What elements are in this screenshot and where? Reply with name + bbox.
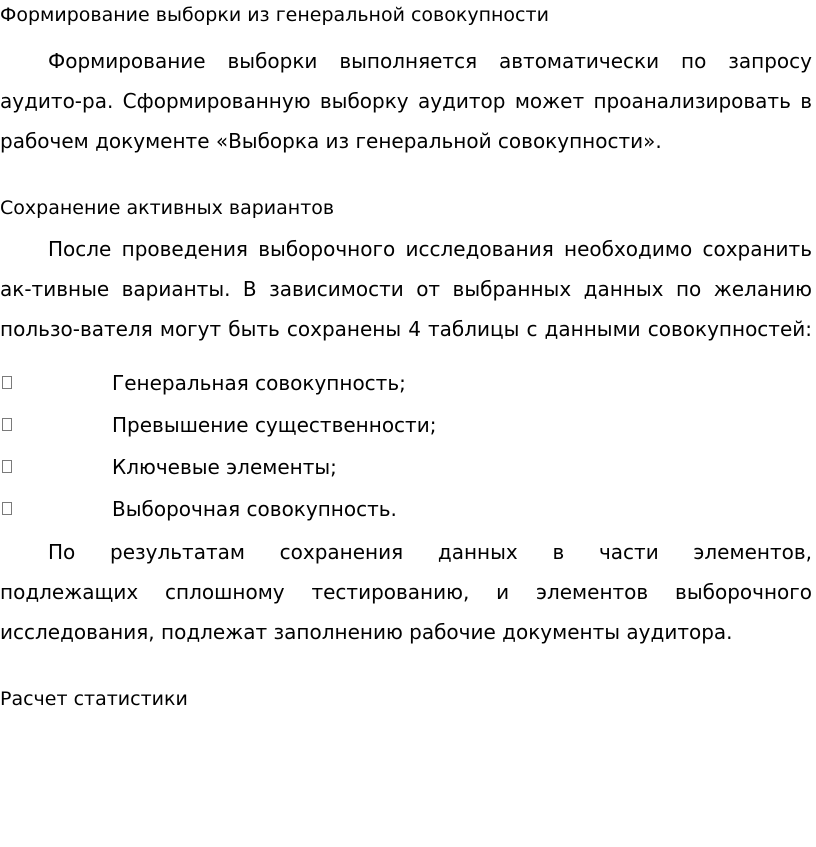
- section-heading-save-variants: Сохранение активных вариантов: [0, 197, 335, 219]
- paragraph-line: исследования, подлежат заполнению рабочие документы аудитора.: [0, 620, 733, 644]
- paragraph-line: подлежащих сплошному тестированию, и элементов выборочного: [0, 580, 812, 604]
- paragraph-line: аудито-ра. Сформированную выборку аудитор может проанализировать в: [0, 89, 812, 113]
- bullet-square-icon: [2, 460, 12, 473]
- list-item: [0, 362, 812, 404]
- paragraph-line: После проведения выборочного исследования необходимо сохранить: [48, 237, 812, 261]
- bullet-square-icon: [2, 376, 12, 389]
- paragraph-line: пользо-вателя могут быть сохранены 4 таблицы с данными совокупностей:: [0, 317, 812, 341]
- list-item: [0, 488, 812, 530]
- list-item: [0, 446, 812, 488]
- population-tables-list: [0, 362, 812, 530]
- paragraph-line: По результатам сохранения данных в части элементов,: [48, 540, 812, 564]
- paragraph-save-results: [0, 532, 812, 652]
- paragraph-sample-formation: [0, 41, 812, 161]
- list-item-label: Ключевые элементы;: [112, 455, 337, 479]
- paragraph-line: Формирование выборки выполняется автоматически по запросу: [48, 49, 812, 73]
- list-item: [0, 404, 812, 446]
- list-item-label: Превышение существенности;: [112, 413, 437, 437]
- section-heading-statistics: Расчет статистики: [0, 688, 188, 710]
- paragraph-save-variants: [0, 229, 812, 349]
- paragraph-line: ак-тивные варианты. В зависимости от выбранных данных по желанию: [0, 277, 812, 301]
- bullet-square-icon: [2, 418, 12, 431]
- bullet-square-icon: [2, 502, 12, 515]
- list-item-label: Выборочная совокупность.: [112, 497, 397, 521]
- section-heading-sample-formation: Формирование выборки из генеральной совокупности: [0, 4, 549, 26]
- list-item-label: Генеральная совокупность;: [112, 371, 406, 395]
- paragraph-line: рабочем документе «Выборка из генеральной совокупности».: [0, 129, 662, 153]
